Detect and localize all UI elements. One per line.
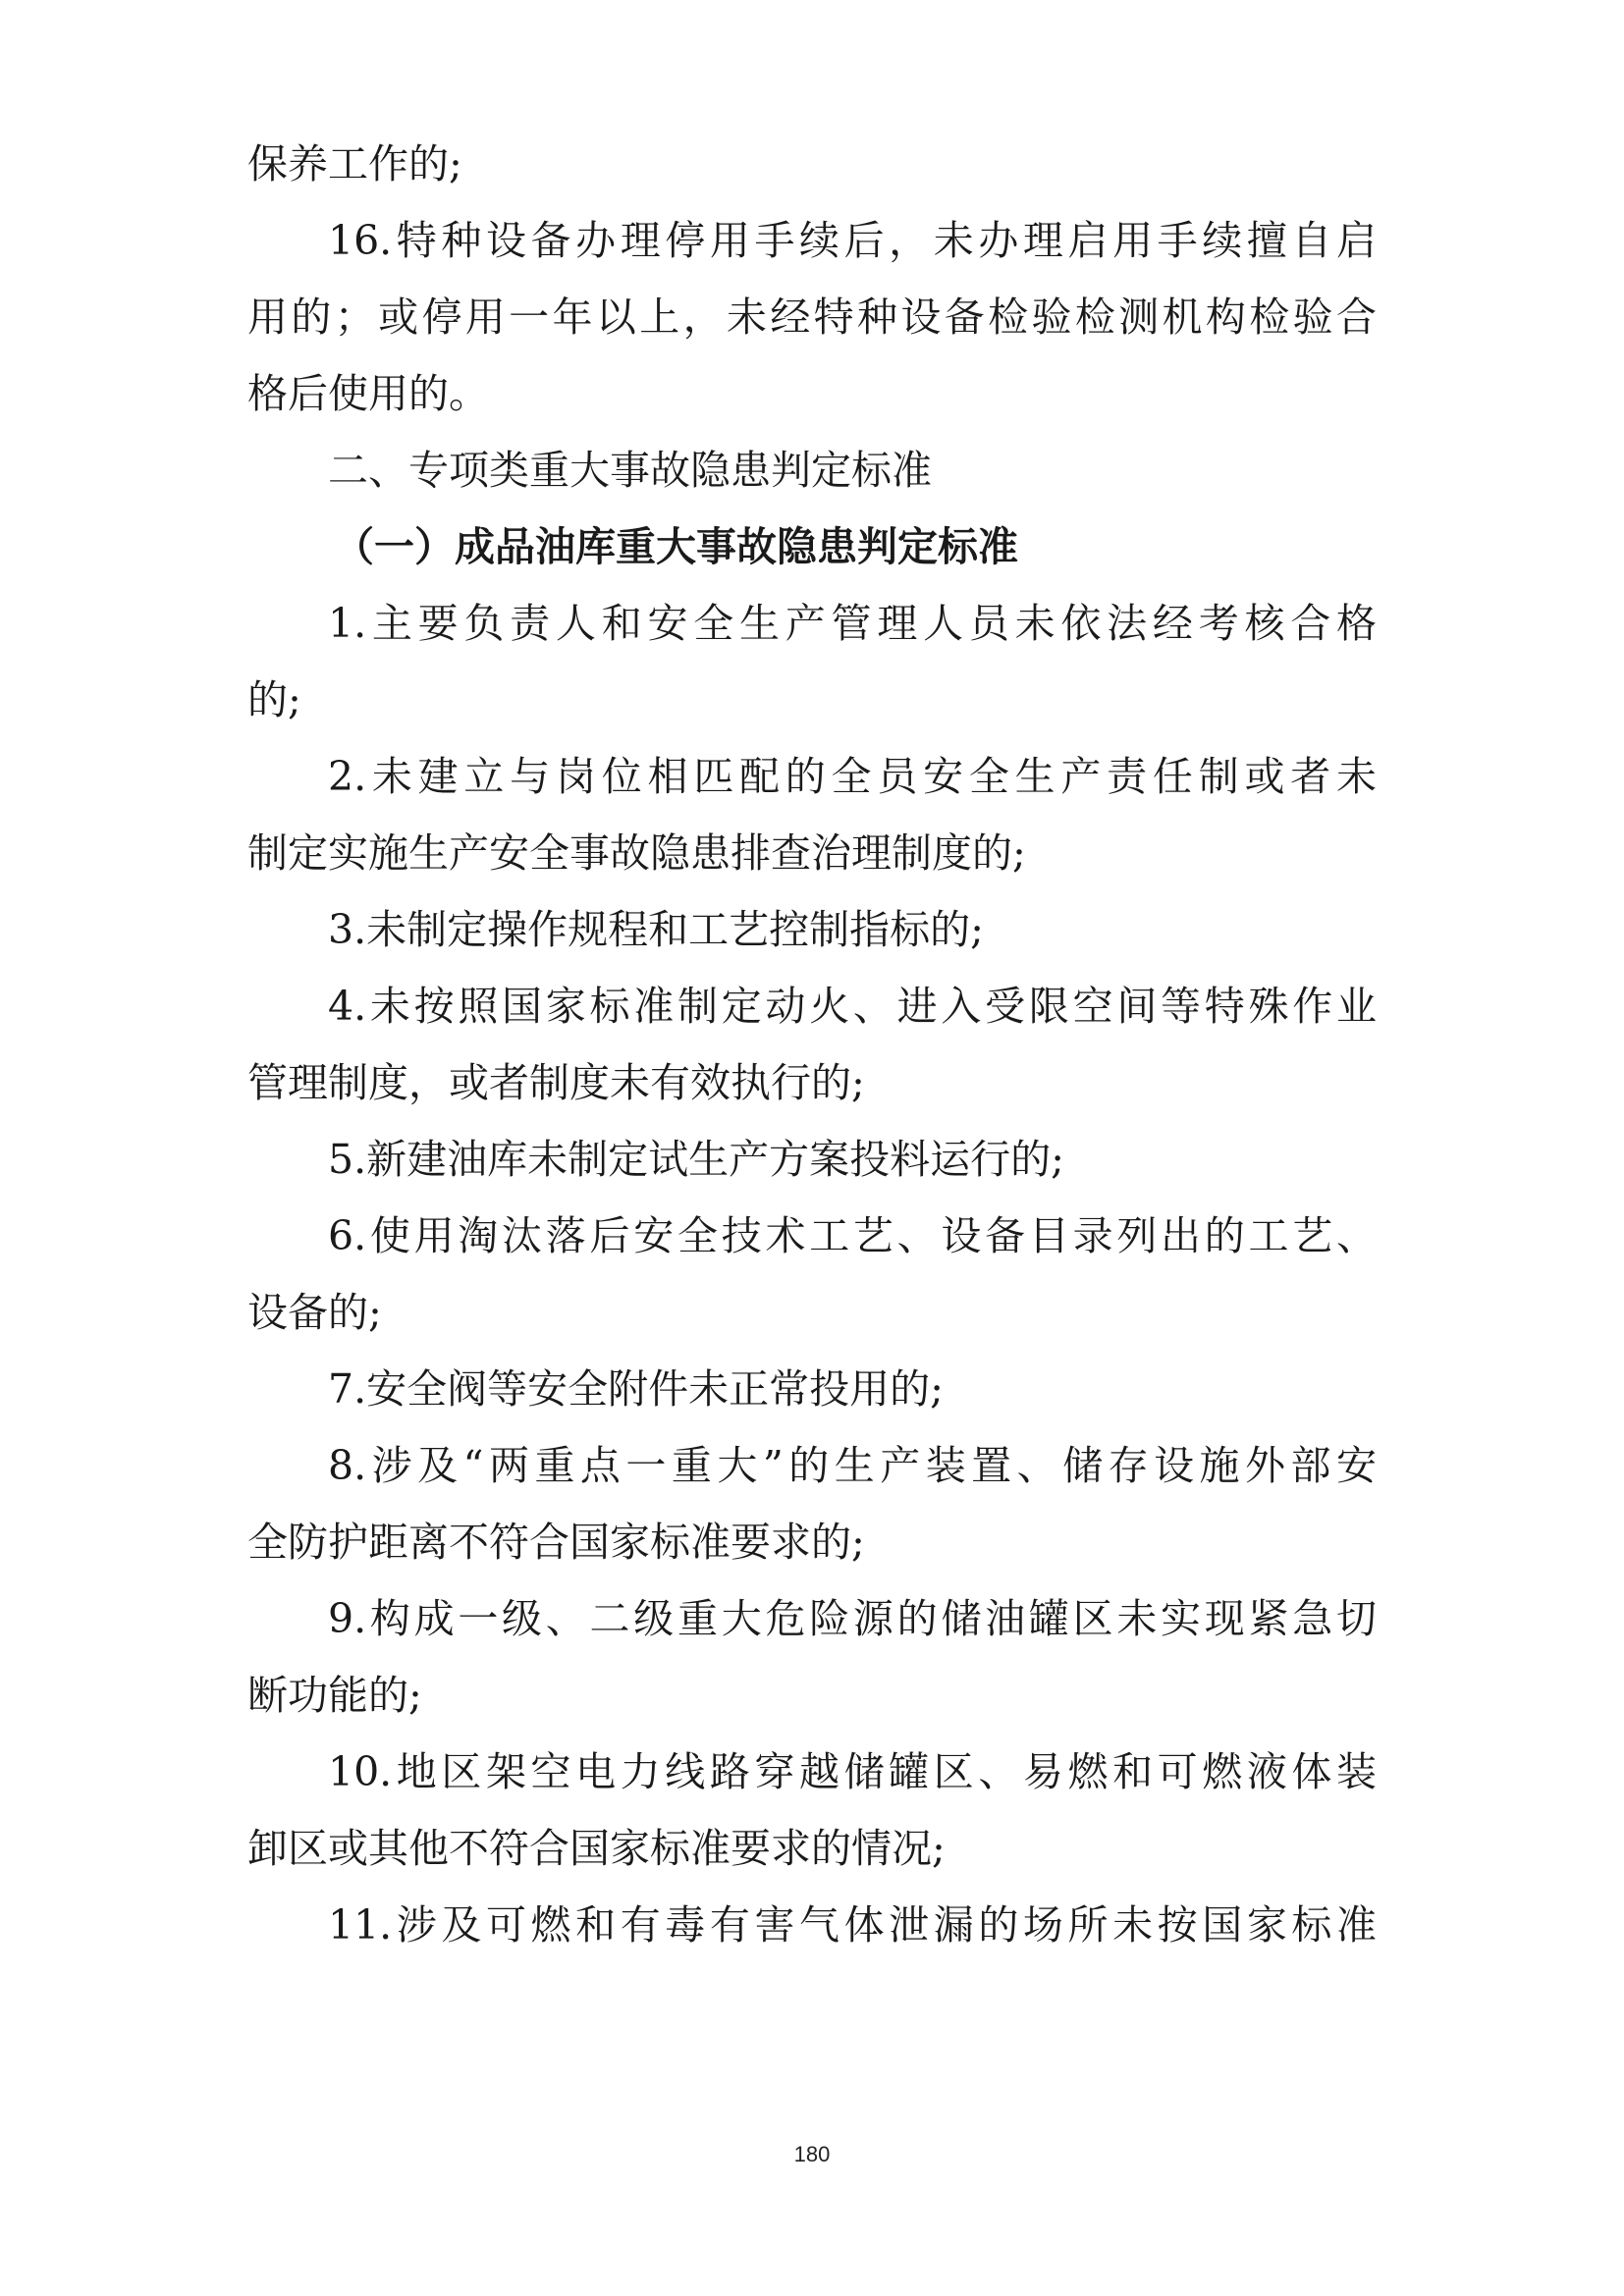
- section-heading: 二、专项类重大事故隐患判定标准: [328, 447, 932, 494]
- paragraph-line: 16.特种设备办理停用手续后，未办理启用手续擅自启: [328, 217, 1377, 264]
- list-item: 3.未制定操作规程和工艺控制指标的;: [328, 906, 984, 953]
- paragraph-line: 用的；或停用一年以上，未经特种设备检验检测机构检验合: [247, 294, 1377, 341]
- list-item: 1.主要负责人和安全生产管理人员未依法经考核合格: [328, 600, 1377, 647]
- list-item: 5.新建油库未制定试生产方案投料运行的;: [328, 1136, 1064, 1183]
- list-item-continuation: 设备的;: [247, 1289, 382, 1336]
- page-number: 180: [793, 2142, 831, 2166]
- list-item-continuation: 制定实施生产安全事故隐患排查治理制度的;: [247, 829, 1026, 877]
- list-item: 11.涉及可燃和有毒有害气体泄漏的场所未按国家标准: [328, 1901, 1377, 1949]
- subsection-heading: （一）成品油库重大事故隐患判定标准: [334, 523, 1018, 570]
- list-item: 7.安全阀等安全附件未正常投用的;: [328, 1365, 944, 1413]
- paragraph-line: 格后使用的。: [247, 370, 489, 417]
- list-item-continuation: 管理制度，或者制度未有效执行的;: [247, 1059, 865, 1106]
- list-item: 2.未建立与岗位相匹配的全员安全生产责任制或者未: [328, 753, 1377, 800]
- list-item-continuation: 卸区或其他不符合国家标准要求的情况;: [247, 1825, 946, 1872]
- list-item: 10.地区架空电力线路穿越储罐区、易燃和可燃液体装: [328, 1748, 1377, 1795]
- list-item: 6.使用淘汰落后安全技术工艺、设备目录列出的工艺、: [328, 1212, 1377, 1259]
- list-item-continuation: 的;: [247, 676, 301, 723]
- list-item: 8.涉及“两重点一重大”的生产装置、储存设施外部安: [328, 1442, 1377, 1489]
- paragraph-line: 保养工作的;: [247, 140, 462, 187]
- list-item-continuation: 全防护距离不符合国家标准要求的;: [247, 1519, 865, 1566]
- list-item: 9.构成一级、二级重大危险源的储油罐区未实现紧急切: [328, 1595, 1377, 1642]
- list-item-continuation: 断功能的;: [247, 1672, 422, 1719]
- list-item: 4.未按照国家标准制定动火、进入受限空间等特殊作业: [328, 983, 1377, 1030]
